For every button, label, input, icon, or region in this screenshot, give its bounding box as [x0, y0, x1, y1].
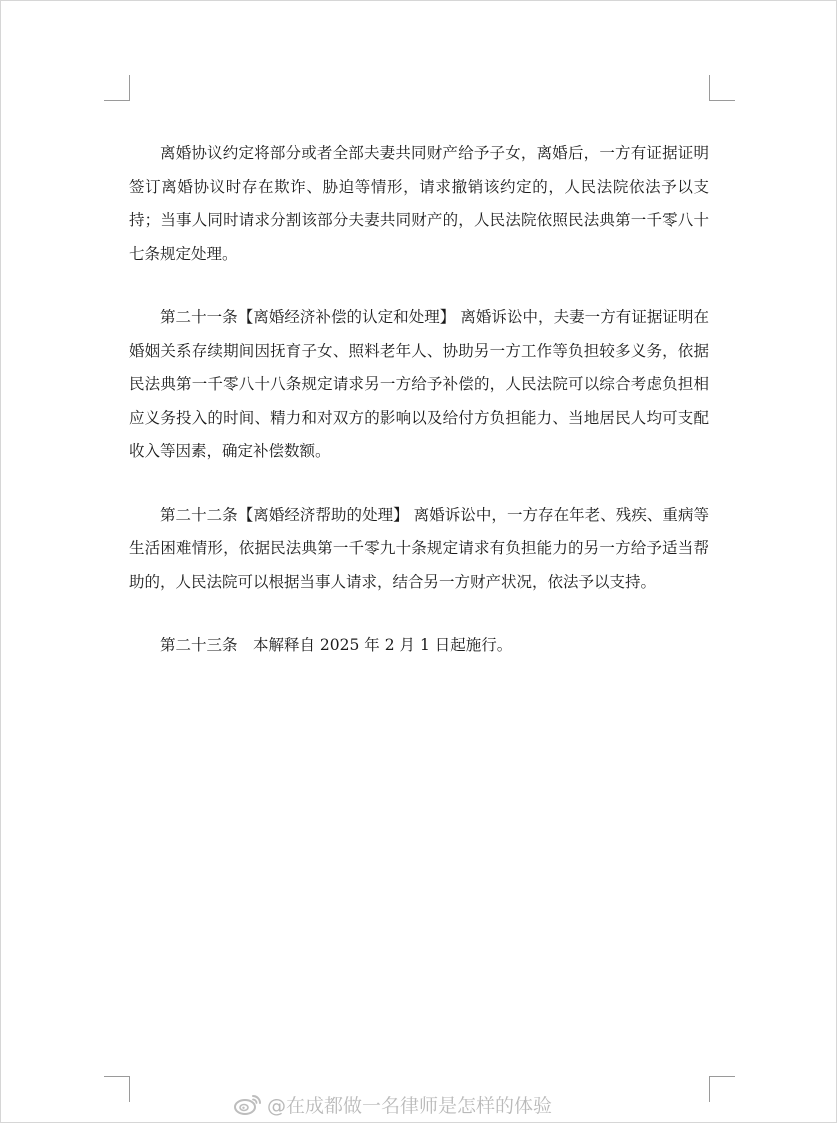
watermark [233, 1089, 552, 1119]
margin-mark-bottom-left [104, 1076, 130, 1102]
paragraph-article-21: 第二十一条【离婚经济补偿的认定和处理】 离婚诉讼中，夫妻一方有证据证明在婚姻关系存续期间因抚育子女、照料老年人、协助另一方工作等负担较多义务，依据民法典第一千零八十八条规定请求另一方给予补偿的，人民法院可以综合考虑负担相应义务投入的时间、精力和对双方的影响以及给付方负担能力、当地居民人均可支配收入等因素，确定补偿数额。 [129, 308, 709, 460]
margin-mark-bottom-right [709, 1076, 735, 1102]
paragraph-article-22: 第二十二条【离婚经济帮助的处理】 离婚诉讼中，一方存在年老、残疾、重病等生活困难情形，依据民法典第一千零九十条规定请求有负担能力的另一方给予适当帮助的，人民法院可以根据当事人请求，结合另一方财产状况，依法予以支持。 [129, 505, 709, 591]
document-body [129, 137, 709, 663]
watermark-text: @在成都做一名律师是怎样的体验 [267, 1094, 553, 1117]
paragraph-article-23: 第二十三条 本解释自 2025 年 2 月 1 日起施行。 [160, 636, 513, 654]
paragraph-divorce-agreement: 离婚协议约定将部分或者全部夫妻共同财产给予子女，离婚后，一方有证据证明签订离婚协议时存在欺诈、胁迫等情形，请求撤销该约定的，人民法院依法予以支持；当事人同时请求分割该部分夫妻共同财产的，人民法院依照民法典第一千零八十七条规定处理。 [129, 144, 709, 263]
weibo-logo-icon [233, 1092, 263, 1116]
margin-mark-top-right [709, 75, 735, 101]
margin-mark-top-left [104, 75, 130, 101]
